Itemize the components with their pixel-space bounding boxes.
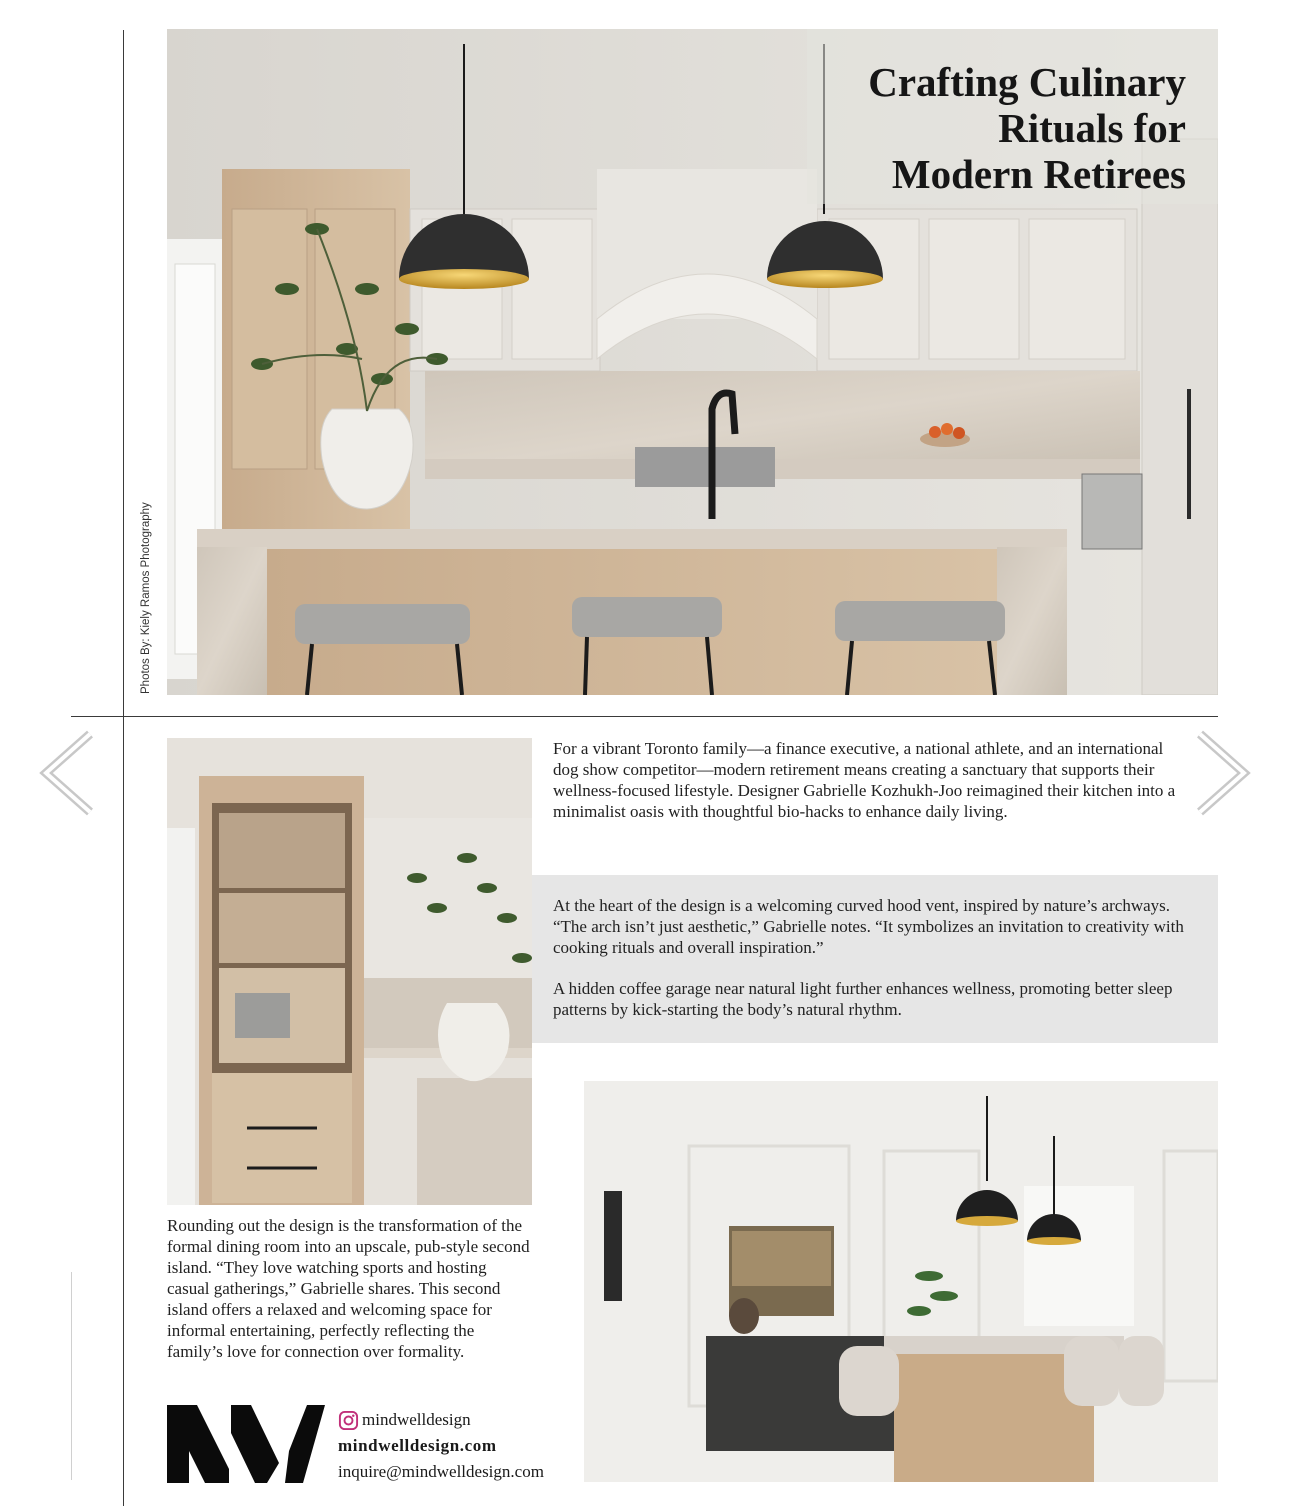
website-link[interactable]: mindwelldesign.com	[338, 1436, 497, 1455]
hood-vent-paragraph: At the heart of the design is a welcoming curved hood vent, inspired by nature’s archways. “The arch isn’t just aesthetic,” Gabrielle notes. “It symbolizes an invitation to creativity with cooking rituals and overall inspiration.”	[553, 896, 1184, 957]
instagram-row[interactable]	[338, 1407, 544, 1433]
mindwell-logo	[167, 1403, 325, 1483]
quote-box	[532, 875, 1218, 1043]
title-line-3: Modern Retirees	[891, 151, 1186, 197]
title-line-2: Rituals for	[998, 105, 1186, 151]
left-rule	[123, 30, 124, 1506]
horizontal-rule	[71, 716, 1218, 717]
contact-block	[338, 1407, 544, 1485]
article-title	[766, 59, 1186, 197]
hero-kitchen-photo	[167, 29, 1218, 695]
coffee-garage-illustration	[167, 738, 532, 1205]
prev-arrow-icon[interactable]	[38, 730, 98, 816]
next-arrow-icon[interactable]	[1192, 730, 1252, 816]
photo-credit: Photos By: Kiely Ramos Photography	[140, 502, 152, 694]
second-island-photo	[584, 1081, 1218, 1482]
coffee-garage-photo	[167, 738, 532, 1205]
title-line-1: Crafting Culinary	[868, 59, 1186, 105]
second-island-illustration	[584, 1081, 1218, 1482]
coffee-garage-paragraph: A hidden coffee garage near natural light further enhances wellness, promoting better sleep patterns by kick-starting the body’s natural rhythm.	[553, 979, 1173, 1019]
intro-paragraph: For a vibrant Toronto family—a finance executive, a national athlete, and an international dog show competitor—modern retirement means creating a sanctuary that supports their wellness-focused lifestyle. Designer Gabrielle Kozhukh-Joo reimagined their kitchen into a minimalist oasis with thoughtful bio-hacks to enhance daily living.	[553, 739, 1176, 821]
email-link[interactable]: inquire@mindwelldesign.com	[338, 1462, 544, 1481]
second-island-paragraph: Rounding out the design is the transformation of the formal dining room into an upscale, pub-style second island. “They love watching sports and hosting casual gatherings,” Gabrielle shares. This second island offers a relaxed and welcoming space for informal entertaining, perfectly reflecting the family’s love for connection over formality.	[167, 1216, 530, 1361]
instagram-handle: mindwelldesign	[362, 1410, 471, 1429]
instagram-icon	[338, 1410, 359, 1431]
left-faint-rule	[71, 1272, 72, 1480]
